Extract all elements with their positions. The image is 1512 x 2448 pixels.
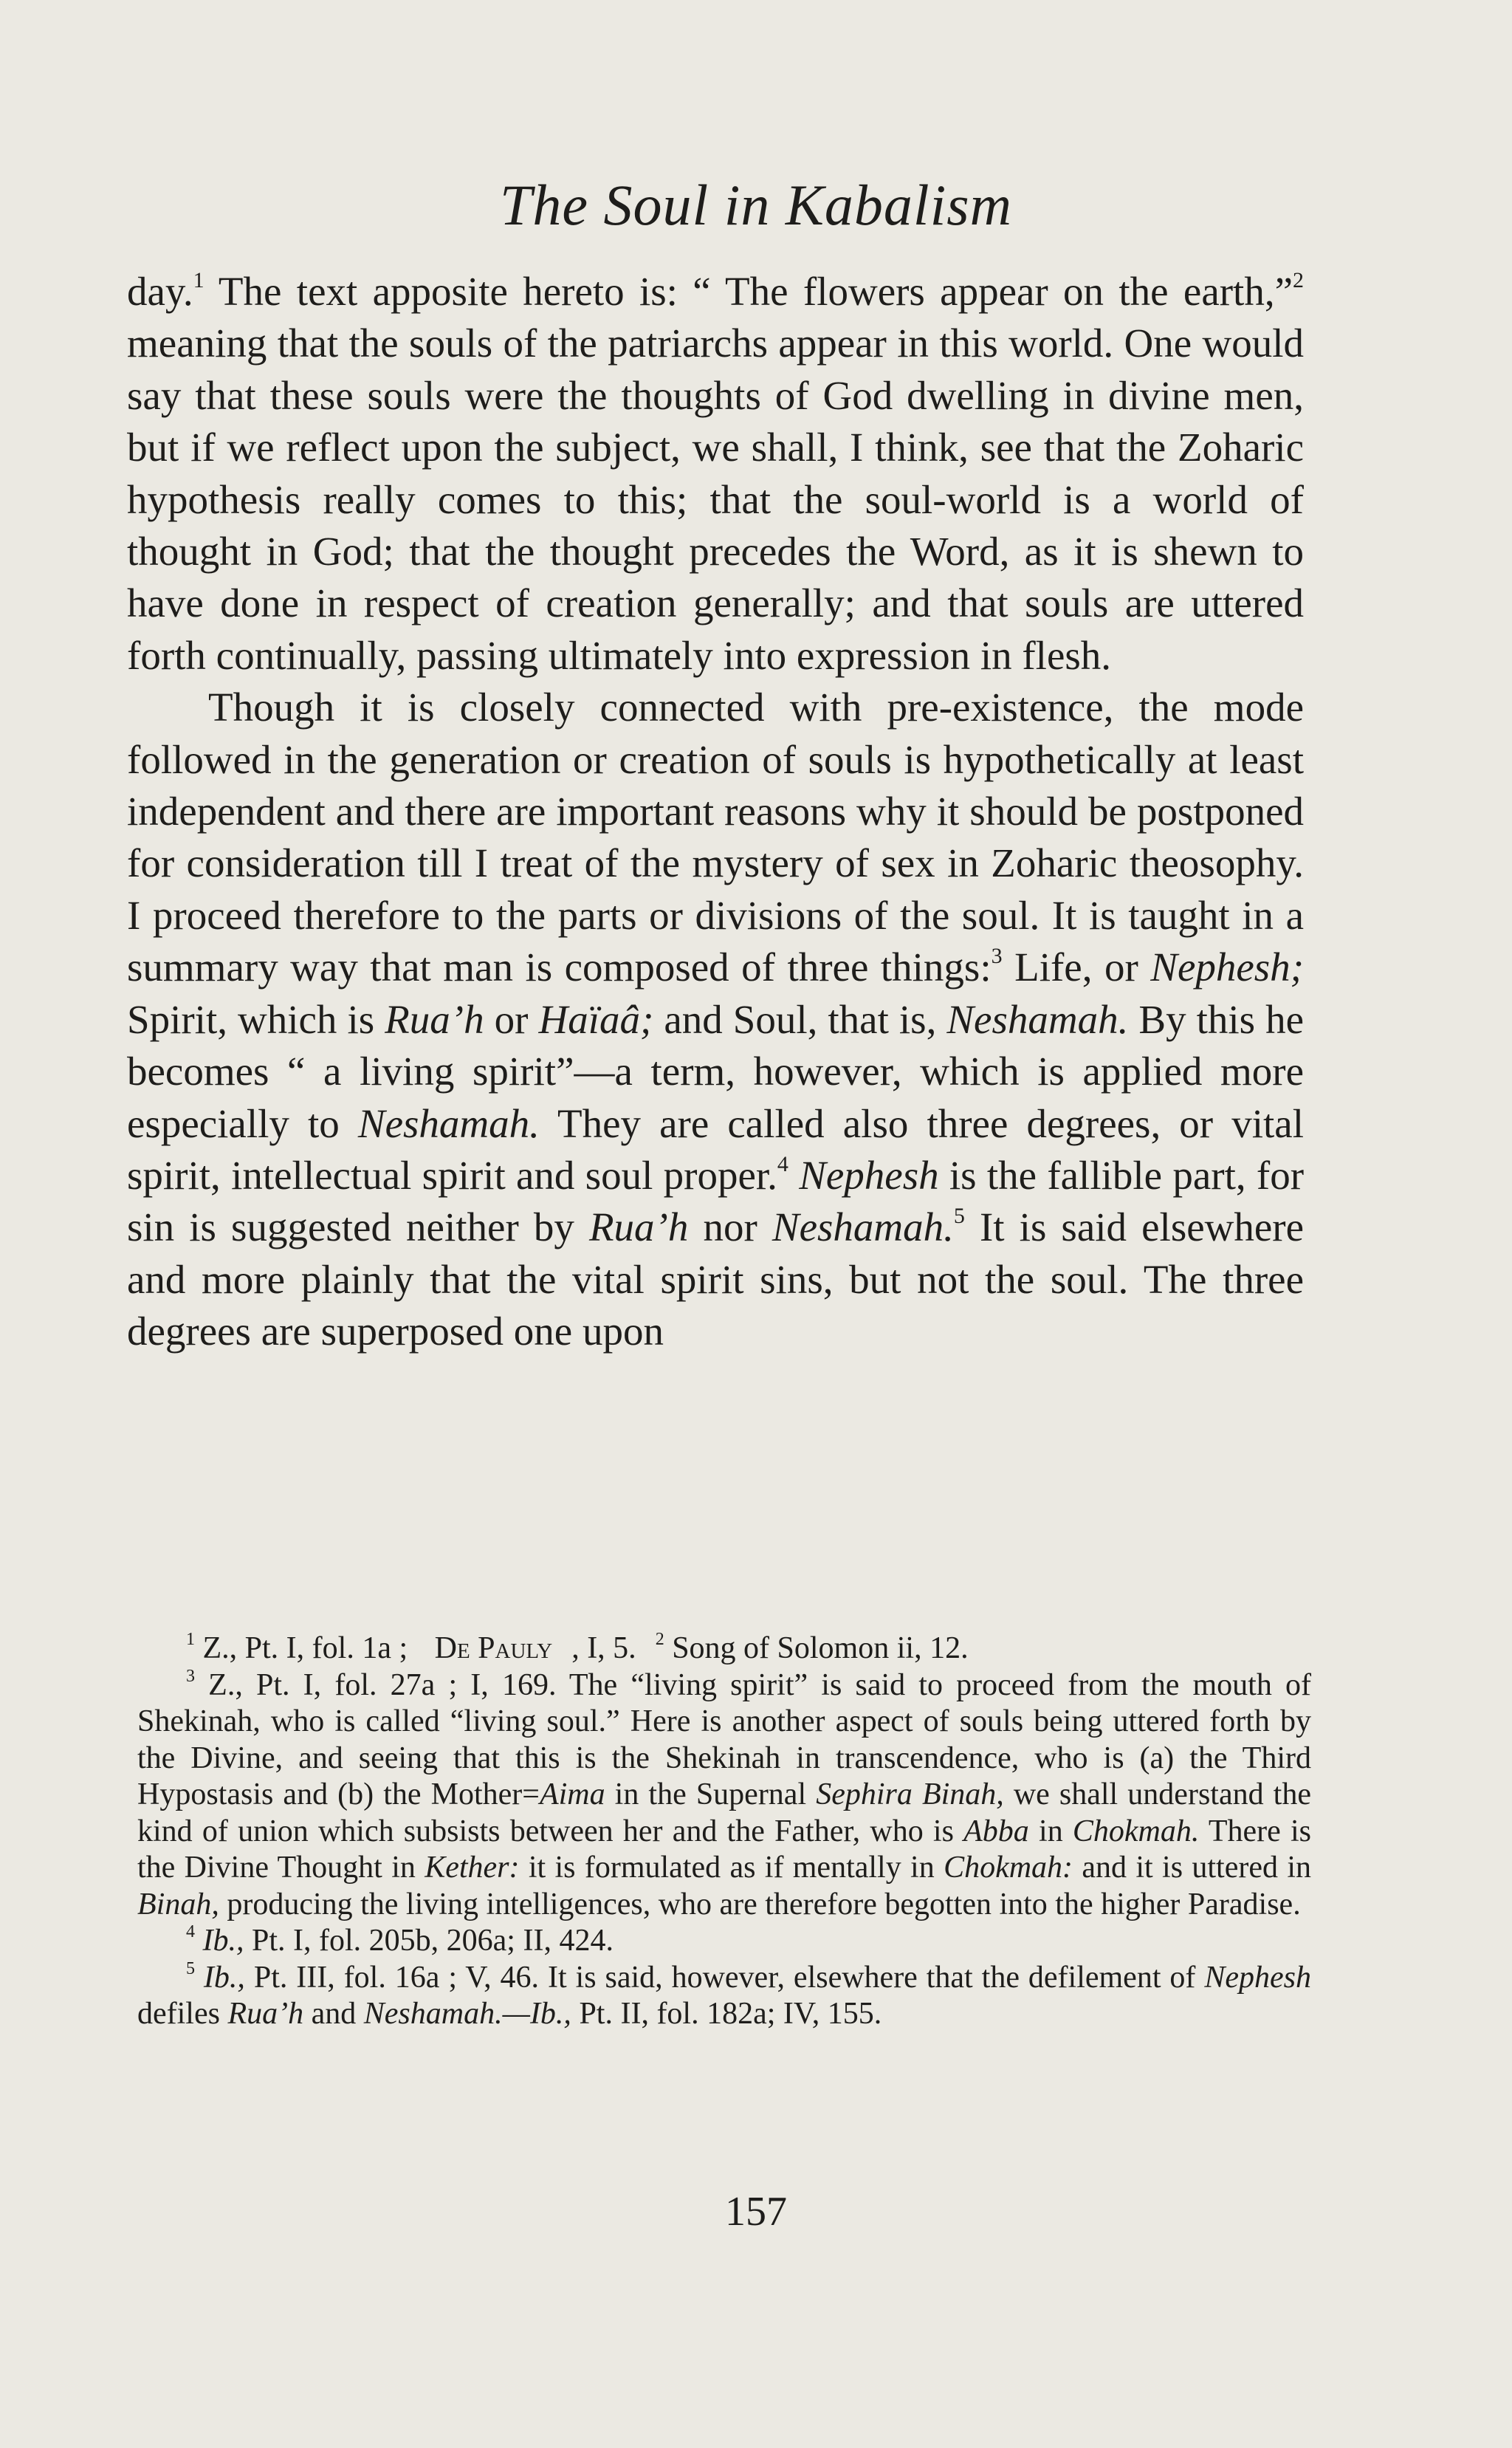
- small-caps-author: De Pauly: [434, 1631, 553, 1665]
- italic-term: Abba: [963, 1814, 1029, 1848]
- text-run: it is formulated as if mentally in: [519, 1851, 944, 1885]
- italic-term: Chokmah:: [944, 1851, 1073, 1885]
- footnote-1-2: [137, 1631, 1311, 1667]
- text-run: is the fallible part, for sin is suggested neither by: [127, 1152, 1305, 1250]
- footnote-1: [186, 1631, 636, 1665]
- text-run: Pt. II, fol. 182a; IV, 155.: [571, 1997, 882, 2031]
- footnote-3: [137, 1667, 1311, 1924]
- footnote-4: [137, 1923, 1311, 1960]
- text-run: or: [484, 996, 539, 1042]
- text-run: nor: [688, 1204, 772, 1250]
- text-run: Spirit, which is: [127, 996, 385, 1042]
- italic-term: Nephesh: [1204, 1960, 1311, 1995]
- italic-term: Haïaâ;: [538, 996, 654, 1042]
- italic-term: Aima: [539, 1777, 605, 1811]
- italic-term: Neshamah.: [946, 996, 1129, 1042]
- italic-term: Chokmah.: [1072, 1814, 1200, 1848]
- running-head: The Soul in Kabalism: [500, 173, 1012, 237]
- text-run: The text apposite hereto is: “ The flowers appear on the earth,”: [204, 269, 1293, 314]
- text-run: Life, or: [1002, 944, 1151, 990]
- footnote-number: 1: [186, 1630, 195, 1649]
- text-run: defiles: [137, 1997, 228, 2031]
- italic-term: Rua’h: [588, 1204, 689, 1250]
- paragraph-1: [127, 266, 1304, 682]
- page-number: 157: [725, 2189, 787, 2235]
- text-run: day.: [127, 269, 193, 314]
- italic-term: Binah,: [137, 1887, 219, 1921]
- footnote-ref: 2: [1293, 268, 1304, 292]
- text-run: , I, 5.: [571, 1631, 636, 1665]
- footnote-number: 5: [186, 1958, 195, 1978]
- footnote-ref: 1: [193, 268, 205, 292]
- text-run: Though it is closely connected with pre-existence, the mode followed in the generation or creation of souls is hypothetically at least independent and there are important reasons why it should be postponed for consideration till I treat of the mystery of sex in Zoharic theosophy. I proceed therefore to the parts or divisions of the soul. It is taught in a summary way that man is composed of three things:: [127, 685, 1304, 990]
- italic-term: Neshamah.: [357, 1100, 540, 1146]
- footnote-ref: 3: [991, 944, 1003, 969]
- text-run: Pt. I, fol. 205b, 206a; II, 424.: [244, 1924, 614, 1958]
- italic-term: Nephesh: [799, 1152, 939, 1198]
- text-run: in: [1028, 1814, 1073, 1848]
- footnote-number: 3: [186, 1666, 195, 1686]
- text-run: There is the Divine Thought in: [137, 1814, 1312, 1885]
- text-run: Z., Pt. I, fol. 27a ; I, 169. The “living spirit” is said to proceed from the mouth of Shekinah, who is called “living soul.” Here is another aspect of souls being uttered forth by the Divine, and seeing that this is the Shekinah in transcendence, who is (a) the Third Hypostasis and (b) the Mother=: [137, 1667, 1311, 1811]
- paragraph-2: [127, 682, 1304, 1357]
- italic-term: Ib.,: [195, 1924, 244, 1958]
- footnote-2: [656, 1631, 969, 1665]
- italic-term: Sephira Binah,: [816, 1777, 1004, 1811]
- text-run: meaning that the souls of the patriarchs appear in this world. One would say that these souls were the thoughts of God dwelling in divine men, but if we reflect upon the subject, we shall, I think, see that the Zoharic hypothesis really comes to this; that the soul-world is a world of thought in God; that the thought precedes the Word, as it is shewn to have done in respect of creation generally; and that souls are uttered forth continually, passing ultimately into expression in flesh.: [127, 320, 1304, 678]
- text-run: in the Supernal: [605, 1777, 817, 1811]
- text-run: we shall understand the kind of union which subsists between her and the Father, who is: [137, 1777, 1311, 1848]
- text-run: [788, 1153, 799, 1198]
- italic-term: Kether:: [425, 1851, 520, 1885]
- footnote-ref: 4: [777, 1151, 788, 1176]
- text-run: and Soul, that is,: [653, 996, 947, 1042]
- text-run: Song of Solomon ii, 12.: [664, 1631, 969, 1665]
- footnotes: [137, 1631, 1311, 2033]
- footnote-ref: 5: [953, 1204, 965, 1229]
- italic-term: Nephesh;: [1150, 944, 1304, 990]
- text-run: It is said elsewhere and more plainly that the vital spirit sins, but not the soul. The three degrees are superposed one upon: [127, 1204, 1304, 1354]
- text-run: and: [303, 1997, 364, 2031]
- footnote-5: [137, 1960, 1311, 2033]
- text-run: By this he becomes “ a living spirit”—a term, however, which is applied more especially to: [127, 996, 1304, 1146]
- text-run: producing the living intelligences, who are therefore begotten into the higher Paradise.: [219, 1887, 1301, 1921]
- italic-term: Neshamah.—Ib.,: [363, 1997, 571, 2031]
- body-text: [127, 266, 1304, 1358]
- text-run: and it is uttered in: [1073, 1851, 1311, 1885]
- italic-term: Ib.,: [195, 1960, 245, 1995]
- text-run: Pt. III, fol. 16a ; V, 46. It is said, however, elsewhere that the defilement of: [244, 1960, 1205, 1995]
- text-run: Z., Pt. I, fol. 1a ;: [195, 1631, 416, 1665]
- footnote-number: 2: [655, 1630, 664, 1649]
- italic-term: Neshamah.: [772, 1204, 954, 1250]
- italic-term: Rua’h: [227, 1997, 304, 2031]
- text-run: They are called also three degrees, or vital spirit, intellectual spirit and soul proper.: [127, 1100, 1304, 1198]
- italic-term: Rua’h: [385, 996, 484, 1042]
- footnote-number: 4: [186, 1922, 195, 1941]
